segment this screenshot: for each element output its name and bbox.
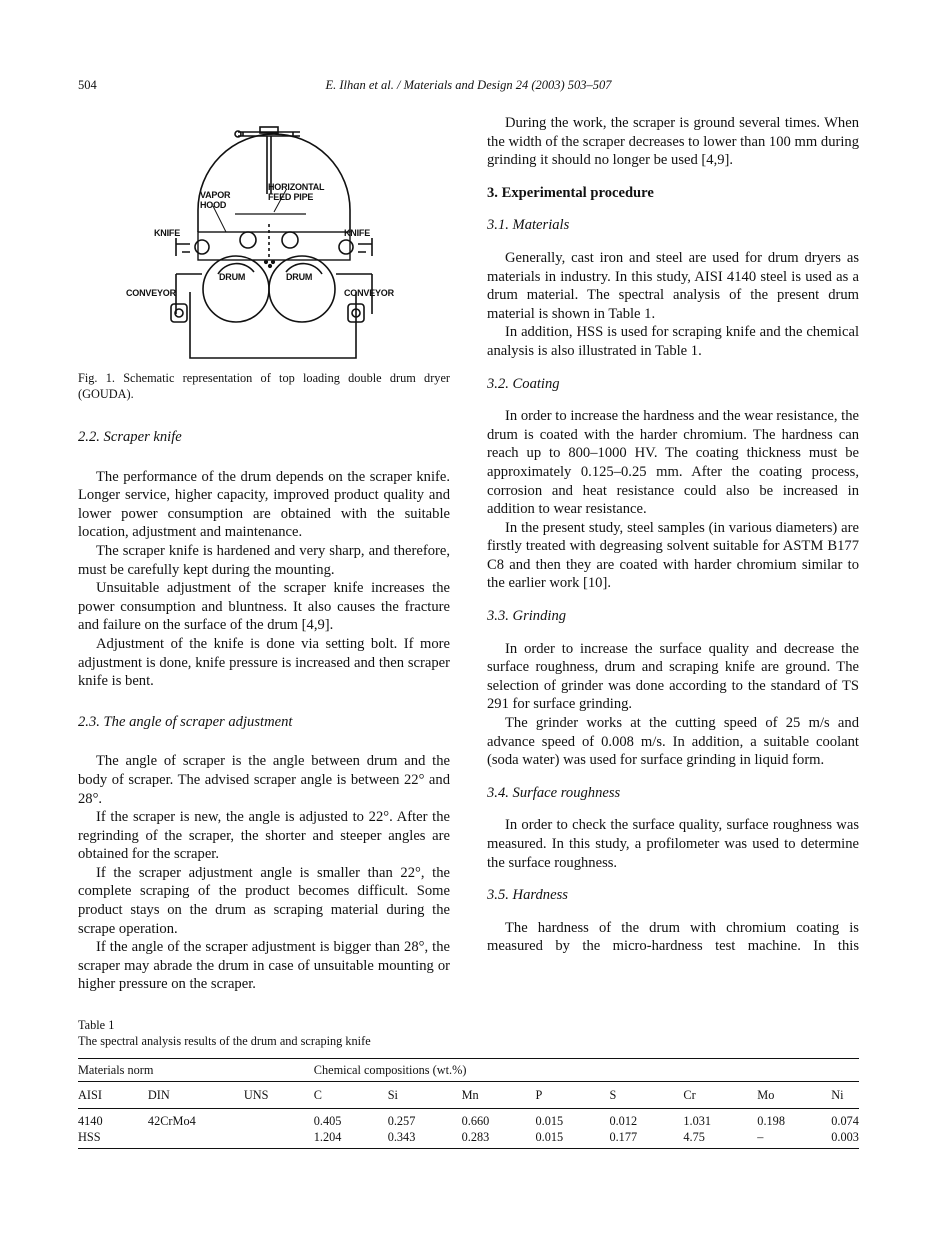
label-vapor-hood: VAPOR HOOD <box>200 190 231 210</box>
paragraph: The performance of the drum depends on the scraper knife. Longer service, higher capacity, improved product quality and lower power consumption are obtained with the suitable location, adjustment and maintenance. <box>78 468 450 541</box>
left-column <box>78 114 450 994</box>
column-header: DIN <box>147 1087 170 1102</box>
table-cell: 0.343 <box>387 1129 416 1144</box>
label-conveyor-left: CONVEYOR <box>126 288 176 298</box>
group-header-chemical-compositions: Chemical compositions (wt.%) <box>313 1062 467 1077</box>
table-cell: 0.405 <box>313 1113 342 1128</box>
paragraph: Adjustment of the knife is done via setting bolt. If more adjustment is done, knife pressure is increased and then scraper knife is bent. <box>78 635 450 690</box>
figure-caption: Fig. 1. Schematic representation of top loading double drum dryer (GOUDA). <box>78 371 450 401</box>
table-cell: 0.283 <box>461 1129 490 1144</box>
paragraph: In the present study, steel samples (in various diameters) are firstly treated with degreasing solvent suitable for ASTM B177 C8 and then they are coated with harder chromium similar to the earlier work [10]. <box>487 519 859 592</box>
section-3-2-title: 3.2. Coating <box>487 375 560 392</box>
right-column <box>487 114 859 956</box>
paragraph: If the scraper is new, the angle is adjusted to 22°. After the regrinding of the scraper, the shorter and steeper angles are obtained for the scraper. <box>78 809 450 863</box>
paragraph: In order to increase the surface quality and decrease the surface roughness, drum and scraping knife are ground. The selection of grinder was done according to the standard of TS 291 for surface grinding. <box>487 640 859 713</box>
paragraph: During the work, the scraper is ground several times. When the width of the scraper decreases to lower than 100 mm during grinding it should no longer be used [4,9]. <box>487 115 859 169</box>
column-header: Ni <box>831 1087 844 1102</box>
table-row <box>78 1109 859 1130</box>
table-cell: 42CrMo4 <box>147 1113 196 1128</box>
table-cell: 0.177 <box>609 1129 638 1144</box>
section-3-3-title: 3.3. Grinding <box>487 608 567 625</box>
table-cell: 0.012 <box>609 1113 638 1128</box>
figure-1 <box>78 114 450 370</box>
spectral-analysis-table <box>78 1058 859 1149</box>
column-header: Si <box>387 1087 398 1102</box>
running-title: E. Ilhan et al. / Materials and Design 24 (2003) 503–507 <box>325 78 612 92</box>
table-cell: 0.198 <box>757 1113 785 1128</box>
label-drum-right: DRUM <box>286 272 313 282</box>
column-header: Mn <box>461 1087 479 1102</box>
section-3-title: 3. Experimental procedure <box>487 184 654 201</box>
table-caption: The spectral analysis results of the drum and scraping knife <box>78 1034 371 1048</box>
label-feed-pipe: HORIZONTAL FEED PIPE <box>268 182 325 202</box>
table-cell <box>244 1129 314 1149</box>
table-cell: HSS <box>78 1129 101 1144</box>
table-1 <box>78 1017 859 1149</box>
table-cell: 0.660 <box>461 1113 490 1128</box>
column-header: UNS <box>243 1087 269 1102</box>
section-2-3-title: 2.3. The angle of scraper adjustment <box>78 713 293 730</box>
paragraph: Generally, cast iron and steel are used for drum dryers as materials in industry. In this study, AISI 4140 steel is used as a drum material. The spectral analysis of the present drum material is shown in Table 1. <box>487 249 859 322</box>
paragraph: The scraper knife is hardened and very sharp, and therefore, must be carefully kept during the mounting. <box>78 542 450 578</box>
table-cell <box>148 1129 244 1149</box>
column-header: AISI <box>78 1087 102 1102</box>
column-header: P <box>535 1087 543 1102</box>
section-2-2-title: 2.2. Scraper knife <box>78 429 182 445</box>
table-cell: 0.003 <box>831 1129 859 1144</box>
table-cell: 1.031 <box>683 1113 712 1128</box>
column-header: Mo <box>757 1087 775 1102</box>
section-3-1-title: 3.1. Materials <box>487 217 570 234</box>
drum-dryer-schematic <box>78 114 450 370</box>
table-cell <box>244 1109 314 1130</box>
column-header: C <box>313 1087 322 1102</box>
table-cell: 4140 <box>78 1113 103 1128</box>
paragraph: In order to check the surface quality, surface roughness was measured. In this study, a profilometer was used to determine the surface roughness. <box>487 817 859 871</box>
table-cell: 4.75 <box>683 1129 705 1144</box>
paragraph: If the scraper adjustment angle is smaller than 22°, the complete scraping of the product becomes difficult. Some product stays on the drum as scraping material during the scrape operation. <box>78 864 450 937</box>
table-row <box>78 1129 859 1149</box>
paragraph: If the angle of the scraper adjustment is bigger than 28°, the scraper may abrade the drum in case of unsuitable mounting or higher pressure on the scraper. <box>78 939 450 993</box>
table-cell: 0.074 <box>831 1113 859 1128</box>
column-header: S <box>609 1087 617 1102</box>
label-knife-right: KNIFE <box>344 228 371 238</box>
table-cell: 0.015 <box>535 1113 564 1128</box>
table-cell: 0.257 <box>387 1113 416 1128</box>
column-header: Cr <box>683 1087 696 1102</box>
paragraph: The angle of scraper is the angle between drum and the body of scraper. The advised scraper angle is between 22° and 28°. <box>78 753 450 807</box>
section-3-5-title: 3.5. Hardness <box>487 887 568 904</box>
paragraph: The hardness of the drum with chromium coating is measured by the micro-hardness test machine. In this <box>487 919 859 955</box>
paragraph: The grinder works at the cutting speed of 25 m/s and advance speed of 0.008 m/s. In addition, a suitable coolant (soda water) was used for surface grinding in liquid form. <box>487 715 859 769</box>
paragraph: In addition, HSS is used for scraping knife and the chemical analysis is also illustrated in Table 1. <box>487 324 859 359</box>
group-header-materials-norm: Materials norm <box>78 1062 154 1077</box>
page-number: 504 <box>78 78 97 92</box>
table-label: Table 1 <box>78 1018 115 1032</box>
label-knife-left: KNIFE <box>154 228 181 238</box>
table-cell: 0.015 <box>535 1129 564 1144</box>
label-conveyor-right: CONVEYOR <box>344 288 394 298</box>
section-3-4-title: 3.4. Surface roughness <box>487 784 621 801</box>
table-cell: – <box>757 1129 764 1144</box>
paragraph: In order to increase the hardness and the wear resistance, the drum is coated with the harder chromium. The hardness can reach up to 800–1000 HV. The coating thickness must be approximately 0.125–0.25 mm. After the coating process, corrosion and heat resistance could also be increased in addition to wear resistance. <box>487 408 859 518</box>
table-cell: 1.204 <box>313 1129 342 1144</box>
paragraph: Unsuitable adjustment of the scraper knife increases the power consumption and bluntness. It also causes the fracture and failure on the surface of the drum [4,9]. <box>78 580 450 634</box>
label-drum-left: DRUM <box>219 272 246 282</box>
